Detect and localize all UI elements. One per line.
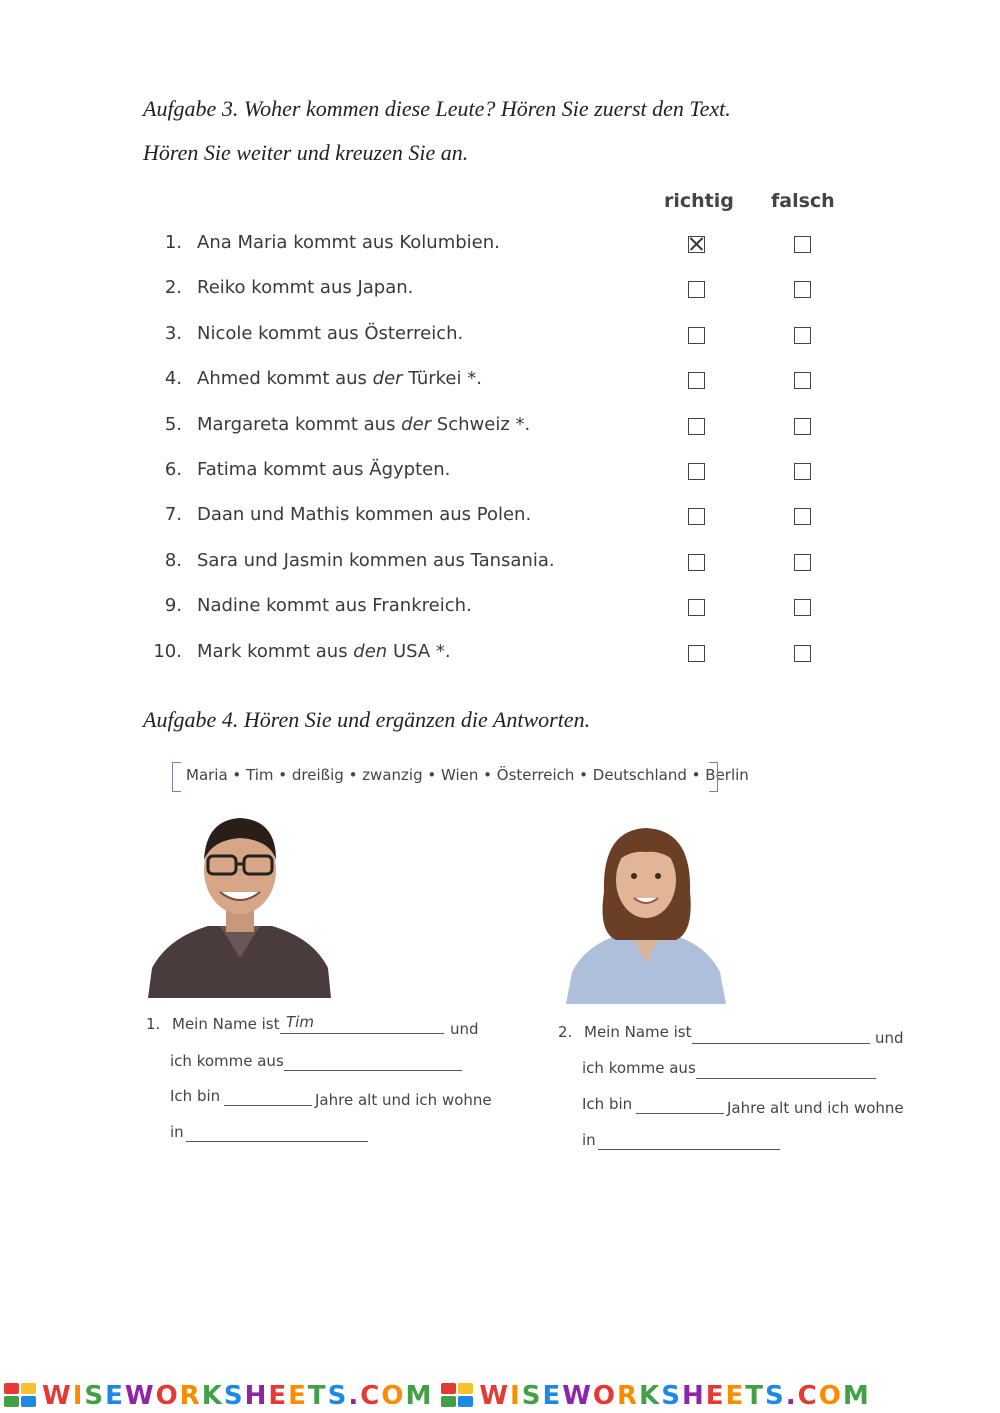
brand-letter: E	[725, 1380, 746, 1411]
statement-text: Fatima kommt aus Ägypten.	[197, 459, 451, 480]
statement-row	[150, 504, 850, 534]
statement-article: der	[372, 368, 403, 390]
brand-letter: E	[705, 1380, 726, 1411]
statement-text-part: Schweiz *.	[431, 413, 531, 435]
richtig-checkbox[interactable]	[688, 327, 705, 344]
person2-number: 2.	[558, 1023, 573, 1041]
falsch-checkbox[interactable]	[794, 508, 811, 525]
person1-name-field[interactable]	[280, 1033, 444, 1034]
person1-number: 1.	[146, 1015, 161, 1033]
brand-letter: T	[307, 1380, 328, 1411]
column-header-richtig: richtig	[664, 190, 734, 212]
person1-line3-suffix: Jahre alt und ich wohne	[315, 1091, 492, 1109]
person2-country-field[interactable]	[696, 1078, 876, 1079]
falsch-checkbox[interactable]	[794, 236, 811, 253]
statement-row	[150, 459, 850, 489]
person1-line4-prefix: in	[170, 1123, 184, 1141]
word-bank-left-bracket	[172, 762, 181, 792]
brand-letter: W	[124, 1380, 156, 1411]
brand-letter: H	[244, 1380, 269, 1411]
word-bank-right-bracket	[709, 762, 718, 792]
statement-number: 10.	[153, 640, 182, 662]
person2-line4-prefix: in	[582, 1131, 596, 1149]
brand-letter: .	[348, 1380, 361, 1411]
task3-title: Aufgabe 3. Woher kommen diese Leute? Hören Sie zuerst den Text.	[143, 96, 731, 121]
brand-letter: R	[179, 1380, 202, 1411]
brand-letter: E	[268, 1380, 289, 1411]
richtig-checkbox[interactable]	[688, 645, 705, 662]
person1-age-input[interactable]	[224, 1085, 318, 1105]
statement-row	[150, 323, 850, 353]
person1-line3-prefix: Ich bin	[170, 1087, 221, 1105]
word-bank	[172, 760, 749, 794]
word-bank-words: Maria • Tim • dreißig • zwanzig • Wien • Österreich • Deutschland • Berlin	[186, 766, 749, 784]
woman-photo-icon	[566, 822, 726, 1004]
statement-text: Sara und Jasmin kommen aus Tansania.	[197, 549, 555, 571]
person1-line2-prefix: ich komme aus	[170, 1052, 284, 1070]
falsch-checkbox[interactable]	[794, 281, 811, 298]
falsch-checkbox[interactable]	[794, 327, 811, 344]
person1-country-field[interactable]	[284, 1070, 462, 1071]
brand-letter: W	[42, 1380, 73, 1411]
brand-letter: O	[818, 1380, 843, 1411]
richtig-checkbox[interactable]	[688, 372, 705, 389]
brand-letter: W	[479, 1380, 511, 1411]
task3-subtitle: Hören Sie weiter und kreuzen Sie an.	[143, 140, 469, 165]
brand-text-2	[479, 1381, 870, 1411]
brand-letter: W	[562, 1380, 593, 1411]
falsch-checkbox[interactable]	[794, 418, 811, 435]
man-photo-icon	[148, 808, 331, 998]
richtig-checkbox[interactable]	[688, 554, 705, 571]
person2-line1-prefix: Mein Name ist	[584, 1023, 692, 1041]
statement-text	[197, 414, 530, 435]
statement-number: 3.	[164, 322, 182, 344]
statement-text-part: Mark kommt aus	[197, 640, 354, 662]
statement-number: 7.	[164, 504, 182, 526]
falsch-checkbox[interactable]	[794, 372, 811, 389]
person2-line3-suffix: Jahre alt und ich wohne	[727, 1099, 904, 1117]
brand-letter: K	[639, 1380, 662, 1411]
brand-letter: R	[617, 1380, 640, 1411]
statement-text: Nadine kommt aus Frankreich.	[197, 595, 472, 617]
person2-country-input[interactable]	[696, 1058, 882, 1078]
brand-letter: K	[201, 1380, 224, 1411]
statement-row	[150, 595, 850, 625]
brand-letter: S	[327, 1380, 349, 1411]
person2-city-input[interactable]	[598, 1129, 786, 1149]
brand-letter: I	[72, 1380, 85, 1411]
person2-city-field[interactable]	[598, 1149, 780, 1150]
task4-title: Aufgabe 4. Hören Sie und ergänzen die Antworten.	[143, 707, 591, 732]
statement-text-part: Margareta kommt aus	[197, 413, 402, 435]
person1-city-field[interactable]	[186, 1141, 368, 1142]
brand-logo-icon-2	[441, 1383, 475, 1409]
brand-letter: I	[510, 1380, 522, 1411]
man-photo	[148, 808, 331, 998]
brand-letter: M	[842, 1380, 871, 1411]
statement-text: Reiko kommt aus Japan.	[197, 277, 414, 299]
statement-article: der	[401, 413, 432, 435]
richtig-checkbox[interactable]	[688, 599, 705, 616]
richtig-checkbox[interactable]	[688, 463, 705, 480]
statement-row	[150, 641, 850, 671]
statement-text-part: Türkei *.	[402, 368, 482, 390]
brand-text	[42, 1381, 433, 1411]
brand-letter: E	[542, 1380, 563, 1411]
statement-number: 6.	[164, 459, 182, 480]
brand-letter: C	[360, 1380, 382, 1411]
statement-number: 4.	[164, 368, 182, 390]
brand-letter: S	[84, 1380, 106, 1411]
woman-photo	[566, 822, 726, 1004]
brand-letter: H	[681, 1380, 706, 1411]
statement-text	[197, 368, 482, 389]
person2-name-field[interactable]	[692, 1043, 870, 1044]
statement-text-part: Ahmed kommt aus	[197, 368, 373, 390]
statement-row	[150, 550, 850, 580]
richtig-checkbox[interactable]	[688, 281, 705, 298]
brand-letter: E	[288, 1380, 308, 1411]
brand-letter: S	[223, 1380, 245, 1411]
statement-row	[150, 277, 850, 307]
statement-number: 1.	[164, 232, 182, 253]
statement-article: den	[353, 640, 388, 662]
person2-age-field[interactable]	[636, 1113, 724, 1114]
brand-letter: S	[521, 1380, 543, 1411]
person1-country-input[interactable]	[284, 1050, 468, 1070]
statement-text-part: USA *.	[387, 640, 451, 662]
statement-text: Nicole kommt aus Österreich.	[197, 322, 464, 344]
statement-text: Ana Maria kommt aus Kolumbien.	[197, 232, 500, 253]
statement-row	[150, 232, 850, 262]
richtig-checkbox[interactable]	[688, 236, 705, 253]
person1-line1-prefix: Mein Name ist	[172, 1015, 280, 1033]
statement-row	[150, 368, 850, 398]
footer-watermark	[0, 1378, 1000, 1413]
statement-number: 5.	[164, 413, 182, 435]
person1-name-input[interactable]	[280, 1013, 450, 1033]
brand-letter: T	[745, 1380, 765, 1411]
falsch-checkbox[interactable]	[794, 645, 811, 662]
person1-age-field[interactable]	[224, 1105, 312, 1106]
statement-number: 8.	[164, 549, 182, 571]
person2-line2-prefix: ich komme aus	[582, 1059, 696, 1077]
column-header-falsch: falsch	[771, 190, 835, 212]
brand-letter: O	[155, 1380, 180, 1411]
brand-letter: O	[381, 1380, 406, 1411]
statement-text: Daan und Mathis kommen aus Polen.	[197, 504, 532, 526]
brand-letter: S	[764, 1380, 786, 1411]
person2-line3-prefix: Ich bin	[582, 1095, 633, 1113]
falsch-checkbox[interactable]	[794, 463, 811, 480]
brand-letter: E	[105, 1380, 125, 1411]
person2-line1-suffix: und	[875, 1029, 904, 1047]
brand-logo-icon	[4, 1383, 38, 1409]
falsch-checkbox[interactable]	[794, 554, 811, 571]
brand-letter: O	[592, 1380, 618, 1411]
person2-name-input[interactable]	[692, 1023, 876, 1043]
statement-text	[197, 641, 451, 662]
brand-letter: C	[797, 1380, 819, 1411]
brand-letter: M	[405, 1380, 434, 1411]
person1-line1-suffix: und	[450, 1020, 479, 1038]
brand-letter: S	[661, 1380, 682, 1411]
richtig-checkbox[interactable]	[688, 508, 705, 525]
falsch-checkbox[interactable]	[794, 599, 811, 616]
statement-number: 9.	[164, 595, 182, 617]
richtig-checkbox[interactable]	[688, 418, 705, 435]
brand-letter: .	[785, 1380, 798, 1411]
statement-number: 2.	[164, 277, 182, 299]
person1-city-input[interactable]	[186, 1121, 374, 1141]
statement-row	[150, 414, 850, 444]
person2-age-input[interactable]	[636, 1093, 730, 1113]
